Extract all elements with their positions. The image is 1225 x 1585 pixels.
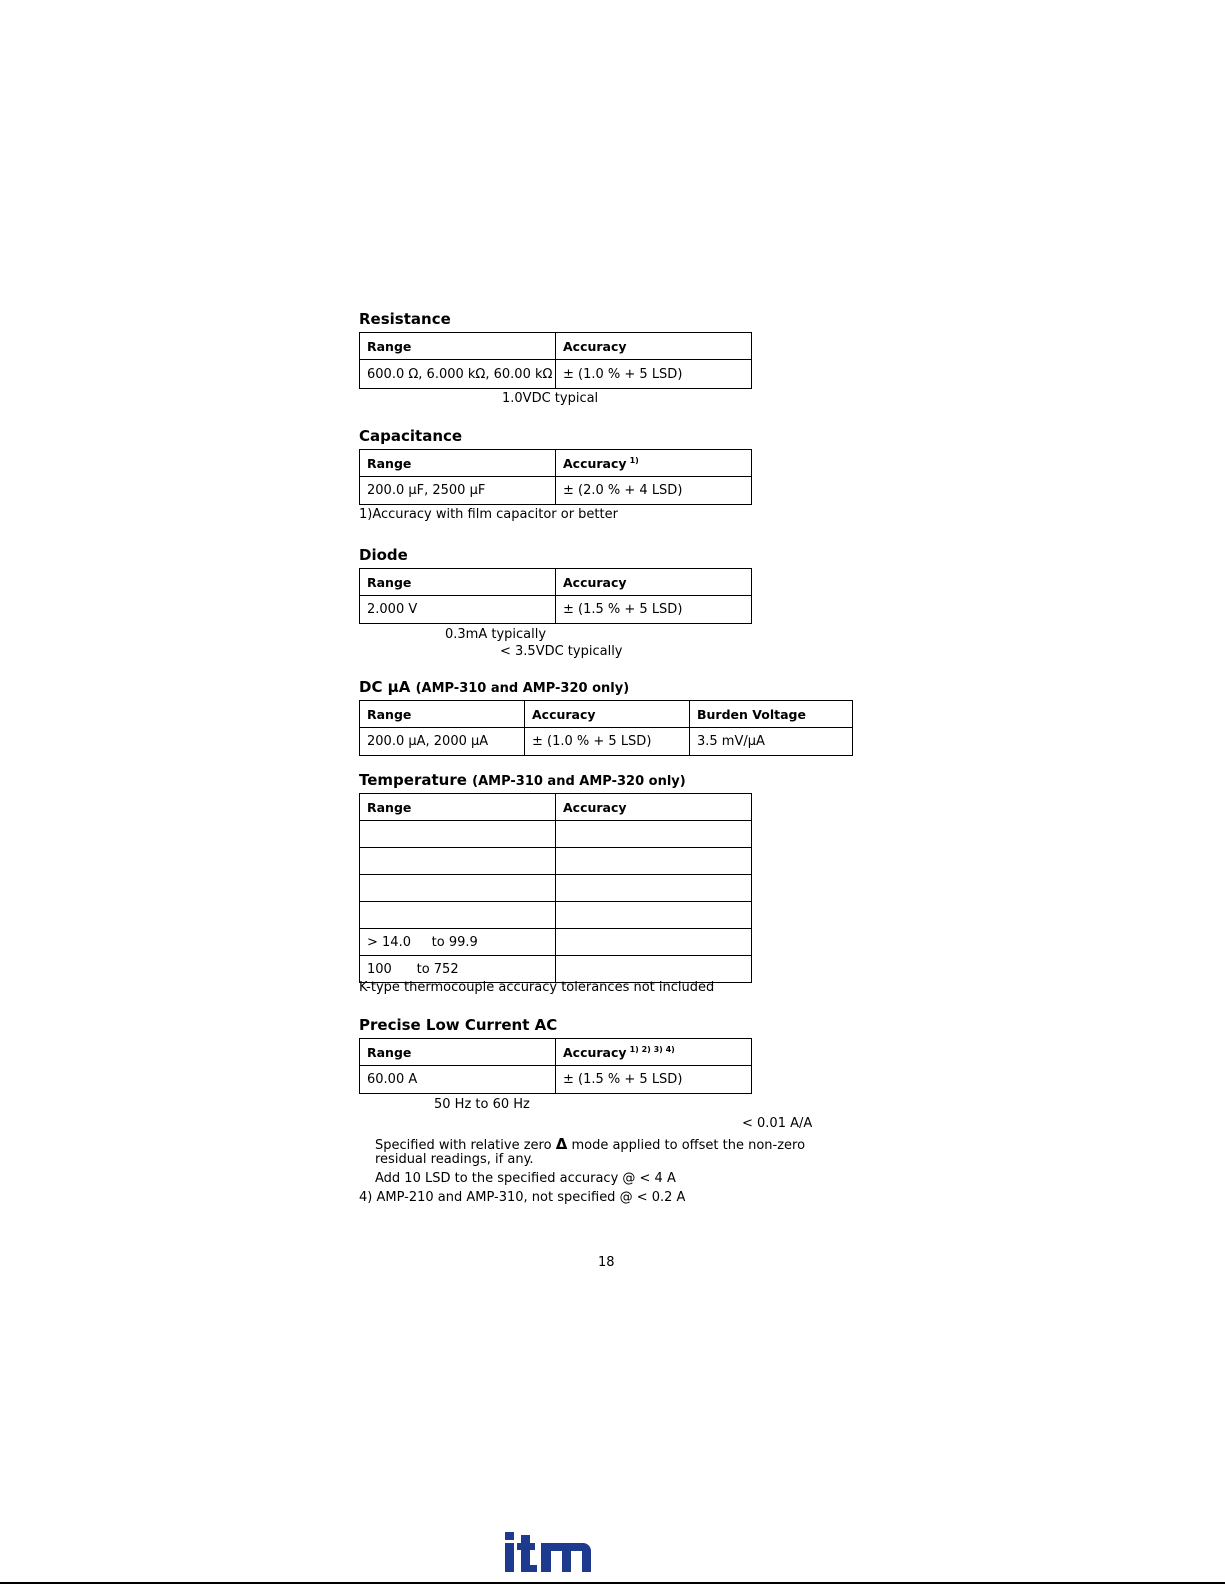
lowcurrent-note-4: 4) AMP-210 and AMP-310, not specified @ < 0.2 A (359, 1190, 686, 1205)
diode-range-cell: 2.000 V (360, 596, 556, 624)
capacitance-note: 1)Accuracy with film capacitor or better (359, 507, 618, 522)
resistance-accuracy-cell: ± (1.0 % + 5 LSD) (556, 360, 752, 389)
resistance-heading: Resistance (359, 310, 451, 328)
temperature-subtitle: (AMP-310 and AMP-320 only) (472, 774, 686, 789)
temperature-accuracy-cell (556, 956, 752, 983)
capacitance-heading: Capacitance (359, 427, 463, 445)
lowcurrent-note-zero-start: Specified with relative zero (375, 1138, 552, 1153)
capacitance-table (359, 449, 752, 505)
temperature-heading (359, 771, 686, 789)
capacitance-header-range: Range (360, 450, 556, 477)
diode-note-current: 0.3mA typically (445, 627, 547, 642)
lowcurrent-note-add: Add 10 LSD to the specified accuracy @ < 4 A (375, 1171, 676, 1186)
temperature-accuracy-cell (556, 902, 752, 929)
temperature-range-cell (360, 902, 556, 929)
lowcurrent-footnote-markers: 1) 2) 3) 4) (629, 1044, 675, 1054)
lowcurrent-header-accuracy-label: Accuracy (563, 1044, 627, 1060)
temperature-range-cell (360, 875, 556, 902)
itm-logo-icon (505, 1532, 591, 1572)
temperature-accuracy-cell (556, 875, 752, 902)
temperature-title: Temperature (359, 771, 467, 789)
dcua-burden-cell: 3.5 mV/µA (690, 728, 853, 756)
lowcurrent-header-accuracy (556, 1039, 752, 1066)
footer-rule (0, 1582, 1225, 1584)
temperature-range-cell: > 14.0 to 99.9 (360, 929, 556, 956)
dcua-title: DC µA (359, 678, 411, 696)
diode-note-voltage: < 3.5VDC typically (500, 644, 623, 659)
lowcurrent-note-zero-cont: residual readings, if any. (375, 1152, 534, 1167)
temperature-accuracy-cell (556, 848, 752, 875)
delta-icon: Δ (555, 1135, 568, 1153)
temperature-accuracy-cell (556, 929, 752, 956)
lowcurrent-note-frequency: 50 Hz to 60 Hz (434, 1097, 530, 1112)
lowcurrent-accuracy-cell: ± (1.5 % + 5 LSD) (556, 1066, 752, 1094)
temperature-header-accuracy: Accuracy (556, 794, 752, 821)
lowcurrent-note-zero-end: mode applied to offset the non-zero (571, 1138, 806, 1153)
dcua-accuracy-cell: ± (1.0 % + 5 LSD) (525, 728, 690, 756)
dcua-header-accuracy: Accuracy (525, 701, 690, 728)
resistance-table (359, 332, 752, 389)
dcua-table (359, 700, 853, 756)
temperature-range-cell: 100 to 752 (360, 956, 556, 983)
lowcurrent-range-cell: 60.00 A (360, 1066, 556, 1094)
lowcurrent-note-zero (375, 1135, 805, 1153)
capacitance-range-cell: 200.0 µF, 2500 µF (360, 477, 556, 505)
resistance-range-cell: 600.0 Ω, 6.000 kΩ, 60.00 kΩ (360, 360, 556, 389)
lowcurrent-header-range: Range (360, 1039, 556, 1066)
resistance-header-accuracy: Accuracy (556, 333, 752, 360)
temperature-header-range: Range (360, 794, 556, 821)
diode-header-accuracy: Accuracy (556, 569, 752, 596)
diode-table (359, 568, 752, 624)
capacitance-header-accuracy (556, 450, 752, 477)
temperature-table (359, 793, 752, 983)
temperature-note: K-type thermocouple accuracy tolerances not included (359, 980, 715, 995)
dcua-range-cell: 200.0 µA, 2000 µA (360, 728, 525, 756)
temperature-accuracy-cell (556, 821, 752, 848)
diode-accuracy-cell: ± (1.5 % + 5 LSD) (556, 596, 752, 624)
diode-heading: Diode (359, 546, 408, 564)
lowcurrent-table (359, 1038, 752, 1094)
temperature-range-cell (360, 848, 556, 875)
itm-logo (505, 1532, 591, 1576)
capacitance-footnote-marker: 1) (629, 455, 639, 465)
dcua-header-burden: Burden Voltage (690, 701, 853, 728)
resistance-note: 1.0VDC typical (502, 391, 599, 406)
capacitance-header-accuracy-label: Accuracy (563, 455, 627, 471)
resistance-header-range: Range (360, 333, 556, 360)
page-number: 18 (598, 1255, 615, 1270)
temperature-range-cell (360, 821, 556, 848)
lowcurrent-heading: Precise Low Current AC (359, 1016, 558, 1034)
dcua-heading (359, 678, 629, 696)
diode-header-range: Range (360, 569, 556, 596)
dcua-subtitle: (AMP-310 and AMP-320 only) (415, 681, 630, 696)
dcua-header-range: Range (360, 701, 525, 728)
capacitance-accuracy-cell: ± (2.0 % + 4 LSD) (556, 477, 752, 505)
lowcurrent-note-ratio: < 0.01 A/A (742, 1116, 813, 1131)
